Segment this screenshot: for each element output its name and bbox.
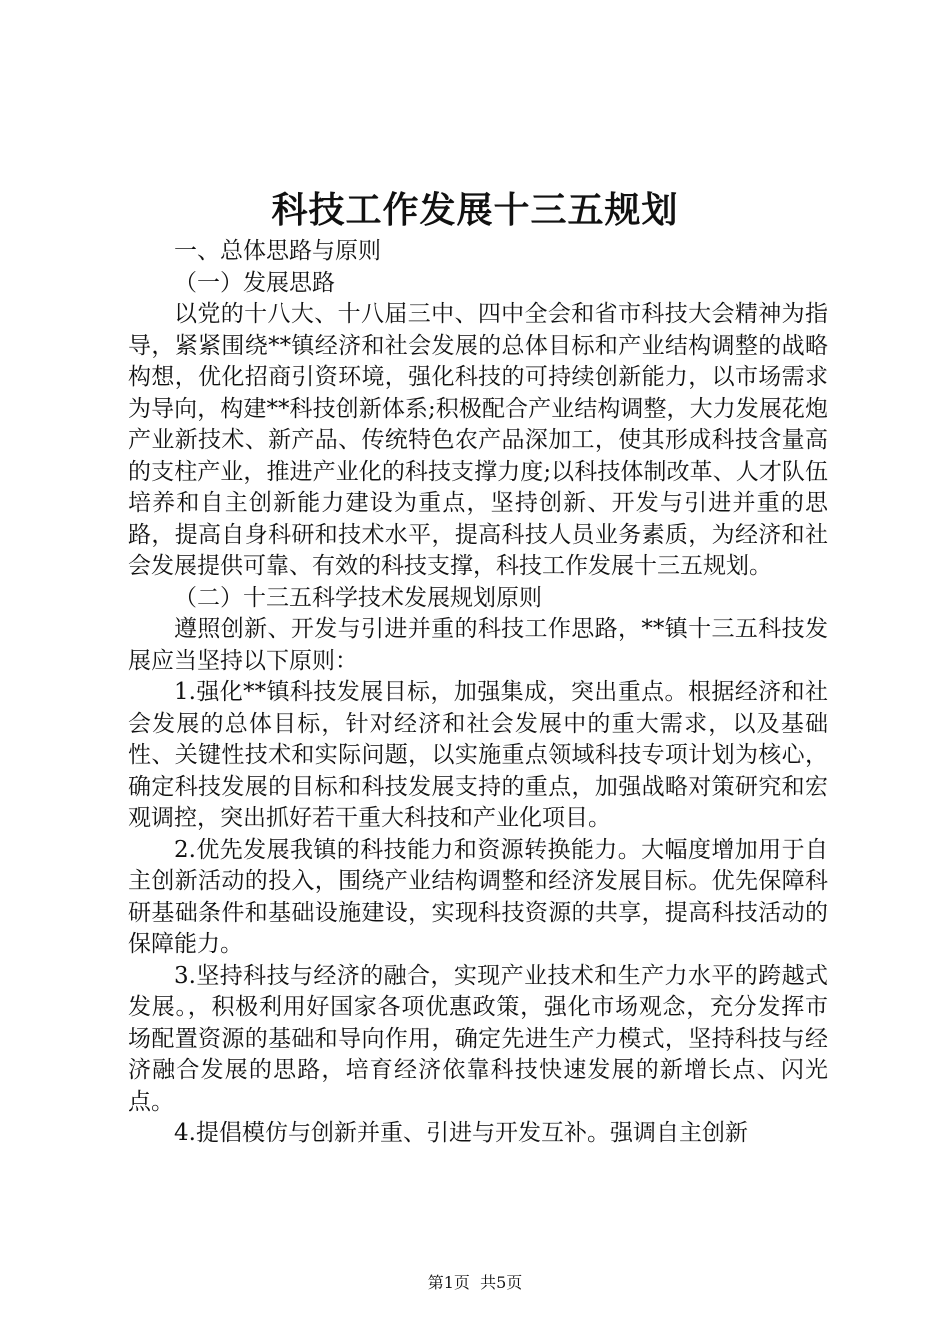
principle-item-3: 3.坚持科技与经济的融合，实现产业技术和生产力水平的跨越式发展。，积极利用好国家各项优惠政策，强化市场观念，充分发挥市场配置资源的基础和导向作用，确定先进生产力模式，坚持科技与经济融合发展的思路，培育经济依靠科技快速发展的新增长点、闪光点。	[128, 962, 828, 1115]
page-number: 第1页	[427, 1273, 470, 1292]
paragraph-principles-intro: 遵照创新、开发与引进并重的科技工作思路，**镇十三五科技发展应当坚持以下原则：	[128, 616, 828, 674]
page-footer	[0, 1272, 950, 1294]
document-body	[128, 236, 828, 1150]
subsection-heading-planning-principles: （二）十三五科学技术发展规划原则	[174, 584, 542, 611]
principle-item-1: 1.强化**镇科技发展目标，加强集成，突出重点。根据经济和社会发展的总体目标，针对经济和社会发展中的重大需求，以及基础性、关键性技术和实际问题，以实施重点领域科技专项计划为核心，确定科技发展的目标和科技发展支持的重点，加强战略对策研究和宏观调控，突出抓好若干重大科技和产业化项目。	[128, 679, 828, 831]
principle-item-2: 2.优先发展我镇的科技能力和资源转换能力。大幅度增加用于自主创新活动的投入，围绕产业结构调整和经济发展目标。优先保障科研基础条件和基础设施建设，实现科技资源的共享，提高科技活动的保障能力。	[128, 836, 828, 957]
subsection-heading-development-approach: （一）发展思路	[174, 269, 335, 296]
section-heading: 一、总体思路与原则	[174, 238, 381, 264]
page-total: 共5页	[480, 1273, 523, 1292]
document-title: 科技工作发展十三五规划	[271, 189, 679, 231]
principle-item-4: 4.提倡模仿与创新并重、引进与开发互补。强调自主创新	[174, 1120, 748, 1146]
paragraph-development-approach: 以党的十八大、十八届三中、四中全会和省市科技大会精神为指导，紧紧围绕**镇经济和社会发展的总体目标和产业结构调整的战略构想，优化招商引资环境，强化科技的可持续创新能力，以市场需求为导向，构建**科技创新体系;积极配合产业结构调整，大力发展花炮产业新技术、新产品、传统特色农产品深加工，使其形成科技含量高的支柱产业，推进产业化的科技支撑力度;以科技体制改革、人才队伍培养和自主创新能力建设为重点，坚持创新、开发与引进并重的思路，提高自身科研和技术水平，提高科技人员业务素质，为经济和社会发展提供可靠、有效的科技支撑，科技工作发展十三五规划。	[128, 301, 828, 579]
